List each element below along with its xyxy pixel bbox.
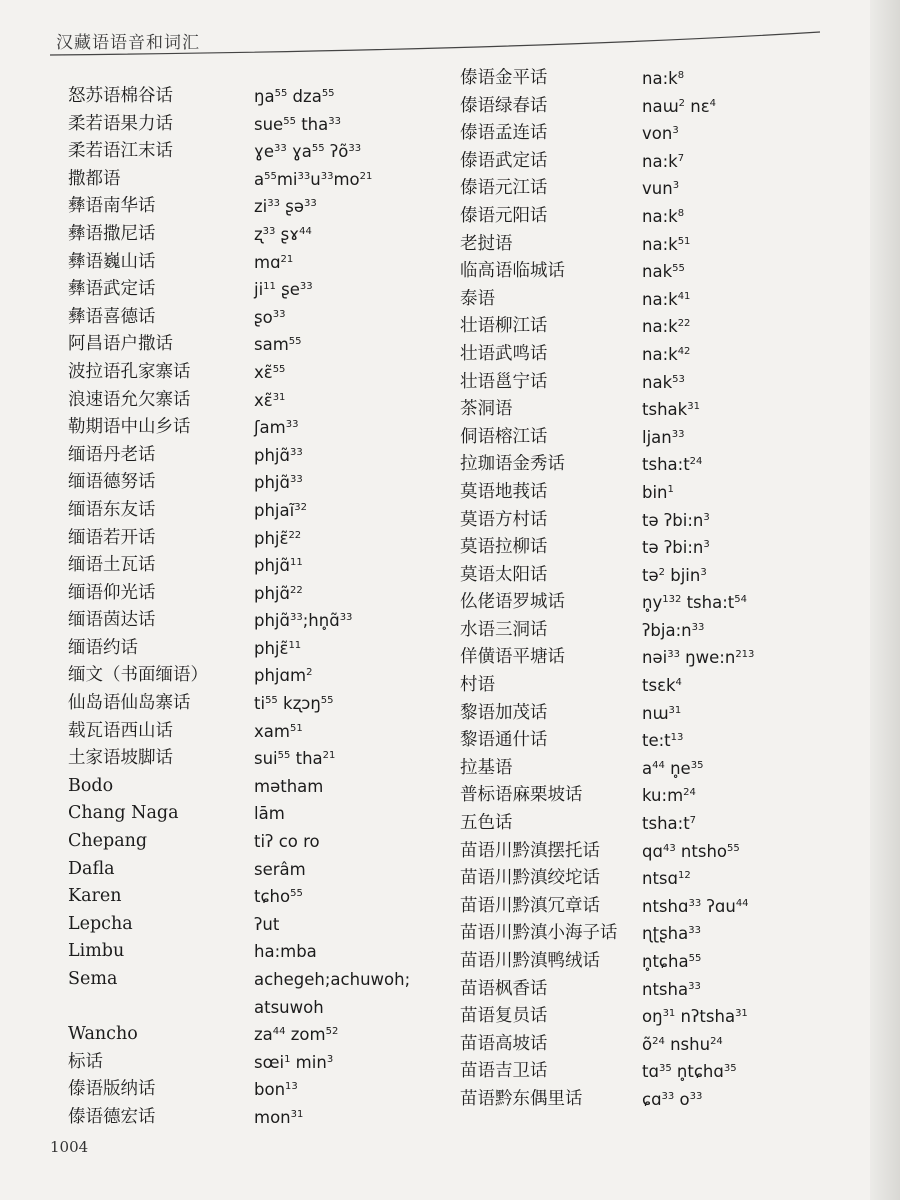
word-form: $õ^{24}$ nshu$^{24}$ <box>642 1034 723 1054</box>
word-form: ɳʈʂha$^{33}$ <box>642 924 701 944</box>
language-name: 苗语川黔滇鸭绒话 <box>460 951 600 971</box>
word-form: phjɛ̃$^{22}$ <box>254 528 302 548</box>
word-form: $ku:m^{24}$ <box>642 786 696 806</box>
language-name: Bodo <box>68 775 114 796</box>
word-form: qɑ$^{43}$ ntsho$^{55}$ <box>642 841 740 861</box>
entry-row <box>68 469 428 497</box>
language-name: 莫语方村话 <box>460 509 548 530</box>
word-form: sœi$^1$ $\min^3$ <box>254 1052 334 1072</box>
language-name: 侗语榕江话 <box>460 426 548 447</box>
language-name: 泰语 <box>460 288 495 309</box>
word-form: $tsha:t^7$ <box>642 814 697 834</box>
word-form: $tsha:t^{24}$ <box>642 455 703 475</box>
word-form: $za^{44}$ zom$^{52}$ <box>254 1025 339 1045</box>
entry-row <box>460 782 860 810</box>
entry-row <box>460 672 860 700</box>
language-name: 村语 <box>460 675 495 696</box>
language-name: 壮语邕宁话 <box>460 371 548 392</box>
word-form: $na:k^7$ <box>642 151 685 171</box>
language-name: 茶洞语 <box>460 399 513 420</box>
entry-row <box>68 331 428 359</box>
word-form: $ji^{11}$ ʂe$^{33}$ <box>254 280 313 300</box>
entry-row <box>460 451 860 479</box>
entry-row <box>68 387 428 415</box>
entry-row <box>68 552 428 580</box>
language-name: 苗语吉卫话 <box>460 1061 548 1082</box>
word-form: ʔut <box>254 914 280 934</box>
word-form: nak$^{53}$ <box>642 372 685 392</box>
language-name: 壮语武鸣话 <box>460 343 548 364</box>
word-form: ʃam$^{33}$ <box>254 418 299 438</box>
entry-row <box>68 911 428 939</box>
language-name: 黎语加茂话 <box>460 702 548 723</box>
language-name: 浪速语允欠寨话 <box>68 389 191 410</box>
header-rule <box>50 30 830 70</box>
language-name: 拉珈语金秀话 <box>460 454 565 475</box>
language-name: 彝语喜德话 <box>68 306 156 327</box>
word-form: xam$^{51}$ <box>254 721 303 741</box>
language-name: 彝语南华话 <box>68 196 156 217</box>
language-name: 傣语金平话 <box>460 68 548 88</box>
entry-row <box>460 93 860 121</box>
word-form: $zi^{33}$ ʂə$^{33}$ <box>254 197 317 217</box>
entry-row <box>68 1076 428 1104</box>
word-form: tshak$^{31}$ <box>642 400 700 420</box>
language-name: 傣语武定话 <box>460 150 548 171</box>
language-name: 黎语通什话 <box>460 730 548 751</box>
word-form: phjaĩ$^{32}$ <box>254 500 307 520</box>
language-name: 傣语元阳话 <box>460 205 548 226</box>
language-name: 佯僙语平塘话 <box>460 647 565 668</box>
language-name: 临高语临城话 <box>460 261 565 282</box>
running-header: 汉藏语语音和词汇 <box>56 33 200 53</box>
language-name: 缅语仰光话 <box>68 582 156 603</box>
word-form: nak$^{55}$ <box>642 262 685 282</box>
entry-row <box>460 700 860 728</box>
entry-row <box>68 745 428 773</box>
language-name: 苗语高坡话 <box>460 1033 548 1054</box>
word-form: achegeh;achuwoh; <box>254 970 411 989</box>
entry-row <box>460 893 860 921</box>
language-name: 老挝语 <box>460 233 513 254</box>
entry-row <box>68 1049 428 1077</box>
word-form: tɕho$^{55}$ <box>254 887 303 907</box>
word-form: $na:k^{22}$ <box>642 317 691 337</box>
entry-row <box>460 286 860 314</box>
entry-row <box>68 690 428 718</box>
entry-row <box>460 810 860 838</box>
language-name: 缅语约话 <box>68 637 138 658</box>
word-form: phjɑ̃$^{33}$ <box>254 473 303 493</box>
language-name: 怒苏语棉谷话 <box>68 86 173 106</box>
language-name: 傣语绿春话 <box>460 95 548 116</box>
word-form: $ʔbja:n^{33}$ <box>642 620 705 640</box>
word-form: ha:mba <box>254 942 317 962</box>
entry-row <box>68 883 428 911</box>
entry-row <box>68 276 428 304</box>
language-name: Dafla <box>68 858 115 879</box>
entry-row <box>68 1104 428 1132</box>
language-name: 标话 <box>68 1051 103 1072</box>
entry-row <box>68 111 428 139</box>
language-name: 傣语孟连话 <box>460 123 548 144</box>
entry-row <box>460 341 860 369</box>
word-form: tsɛk$^4$ <box>642 676 682 696</box>
word-form: tə $ʔbi:n^3$ <box>642 538 710 558</box>
language-name: 拉基语 <box>460 757 513 778</box>
entry-row <box>460 727 860 755</box>
entry-row <box>460 1086 860 1114</box>
entry-row <box>68 773 428 801</box>
entry-row <box>460 534 860 562</box>
entry-row <box>460 479 860 507</box>
language-name: 缅语丹老话 <box>68 444 156 465</box>
language-name: 苗语川黔滇绞坨话 <box>460 868 600 889</box>
entry-row <box>68 580 428 608</box>
language-name: 勒期语中山乡话 <box>68 417 191 438</box>
word-form: $a^{55}mi^{33}u^{33}mo^{21}$ <box>254 169 373 189</box>
language-name: 苗语枫香话 <box>460 978 548 999</box>
entry-row <box>460 231 860 259</box>
language-name: 苗语黔东偶里话 <box>460 1088 583 1109</box>
word-form: sui$^{55}$ tha$^{21}$ <box>254 749 336 769</box>
word-form: ʐ$^{33}$ ʂɤ$^{44}$ <box>254 224 312 244</box>
entry-row <box>68 442 428 470</box>
language-name: Chepang <box>68 831 148 852</box>
word-form: bin$^1$ <box>642 482 674 502</box>
entry-row <box>460 396 860 424</box>
language-name: 傣语版纳话 <box>68 1079 156 1100</box>
entry-row <box>68 138 428 166</box>
language-name: 缅语东友话 <box>68 499 156 520</box>
word-form: phjɛ̃$^{11}$ <box>254 638 302 658</box>
language-name: 五色话 <box>460 813 513 834</box>
entry-row <box>68 718 428 746</box>
language-name: 水语三洞话 <box>460 619 548 640</box>
entry-row <box>460 617 860 645</box>
language-name: 傣语元江话 <box>460 178 548 199</box>
word-form: ntsha$^{33}$ <box>642 979 701 999</box>
entry-row <box>460 203 860 231</box>
language-name: 莫语太阳话 <box>460 564 548 585</box>
language-name: 彝语武定话 <box>68 279 156 300</box>
word-form: ʂo$^{33}$ <box>254 307 286 327</box>
word-form: $na:k^8$ <box>642 69 685 88</box>
language-name: 苗语川黔滇摆托话 <box>460 840 600 861</box>
language-name: 波拉语孔家寨话 <box>68 361 191 382</box>
word-form: lām <box>254 804 285 824</box>
word-form: naɯ$^2$ nɛ$^4$ <box>642 96 717 116</box>
language-name: 普标语麻栗坡话 <box>460 785 583 806</box>
word-form: ɣe$^{33}$ ɣa$^{55}$ ʔõ$^{33}$ <box>254 142 362 162</box>
entry-row <box>460 1031 860 1059</box>
entry-row <box>68 938 428 966</box>
entry-row <box>68 662 428 690</box>
entry-row <box>68 994 428 1022</box>
language-name: 壮语柳江话 <box>460 316 548 337</box>
word-form: phjɑ̃$^{11}$ <box>254 556 303 576</box>
word-form: $na:k^{51}$ <box>642 234 691 254</box>
entry-row <box>460 424 860 452</box>
language-name: 苗语复员话 <box>460 1006 548 1027</box>
word-form: $ŋa^{55}$ dza$^{55}$ <box>254 87 335 106</box>
word-form: phjɑ̃$^{33}$ <box>254 445 303 465</box>
entry-row <box>460 65 860 93</box>
word-form: ɕɑ$^{33}$ $o^{33}$ <box>642 1089 703 1109</box>
word-form: ntshɑ$^{33}$ ʔɑu$^{44}$ <box>642 896 749 916</box>
language-name: 缅语若开话 <box>68 527 156 548</box>
language-name: Sema <box>68 969 118 989</box>
language-name: 莫语地莪话 <box>460 481 548 502</box>
entry-row <box>68 359 428 387</box>
entry-row <box>460 369 860 397</box>
language-name: Karen <box>68 886 122 907</box>
word-form: n̥tɕha$^{55}$ <box>642 952 702 971</box>
word-form: phjɑ̃$^{33}$;hn̥ɑ̃$^{33}$ <box>254 611 353 631</box>
entry-row <box>68 193 428 221</box>
entry-row <box>68 525 428 553</box>
word-form: $na:k^{41}$ <box>642 289 691 309</box>
entry-row <box>68 828 428 856</box>
word-form: mon$^{31}$ <box>254 1107 304 1127</box>
word-form: nəi$^{33}$ $ŋwe:n^{213}$ <box>642 648 755 668</box>
word-form: serâm <box>254 859 306 879</box>
language-name: 载瓦语西山话 <box>68 720 173 741</box>
word-form: tɑ$^{35}$ n̥tɕhɑ$^{35}$ <box>642 1062 737 1082</box>
word-form: sue$^{55}$ tha$^{33}$ <box>254 114 341 134</box>
word-form: vun$^3$ <box>642 179 680 199</box>
language-name: Wancho <box>68 1024 138 1045</box>
entry-row <box>68 249 428 277</box>
entry-row <box>68 83 428 111</box>
word-form: xɛ̃$^{31}$ <box>254 390 286 410</box>
entry-row <box>68 607 428 635</box>
word-form: von$^3$ <box>642 124 679 144</box>
language-name: 仙岛语仙岛寨话 <box>68 693 191 714</box>
word-form: $n̥y^{132}$ $tsha:t^{54}$ <box>642 593 747 613</box>
word-form: $ti^{55}$ kʐɔŋ$^{55}$ <box>254 694 334 714</box>
language-name: Lepcha <box>68 913 133 934</box>
entry-row <box>68 856 428 884</box>
page-number: 1004 <box>50 1138 89 1156</box>
word-form: phjɑm$^2$ <box>254 666 313 686</box>
language-name: 柔若语果力话 <box>68 113 173 134</box>
language-name: 彝语撒尼话 <box>68 223 156 244</box>
language-name: 仫佬语罗城话 <box>460 592 565 613</box>
entry-row <box>460 258 860 286</box>
entry-row <box>460 1058 860 1086</box>
entry-row <box>460 976 860 1004</box>
right-column <box>460 65 860 1114</box>
left-column <box>68 83 428 1132</box>
word-form: phjɑ̃$^{22}$ <box>254 583 303 603</box>
word-form: tiʔ co ro <box>254 832 320 852</box>
entry-row <box>68 1021 428 1049</box>
entry-row <box>68 414 428 442</box>
word-form: $na:k^{42}$ <box>642 344 691 364</box>
word-form: sam$^{55}$ <box>254 335 302 355</box>
language-name: 缅语土瓦话 <box>68 555 156 576</box>
language-name: 傣语德宏话 <box>68 1106 156 1127</box>
word-form: nɯ$^{31}$ <box>642 703 682 723</box>
word-form: $a^{44}$ $n̥e^{35}$ <box>642 758 704 778</box>
entry-row <box>460 148 860 176</box>
language-name: 阿昌语户撒话 <box>68 334 173 355</box>
entry-row <box>460 644 860 672</box>
word-form: mɑ$^{21}$ <box>254 252 294 272</box>
entry-row <box>460 507 860 535</box>
language-name: 彝语巍山话 <box>68 251 156 272</box>
language-name: 缅语茵达话 <box>68 610 156 631</box>
language-name: 苗语川黔滇冗章话 <box>460 895 600 916</box>
entry-row <box>460 313 860 341</box>
word-form: tə$^2$ bjin$^3$ <box>642 565 707 585</box>
entry-row <box>460 1003 860 1031</box>
entry-row <box>460 920 860 948</box>
entry-row <box>460 948 860 976</box>
language-name: 缅语德努话 <box>68 472 156 493</box>
language-name: 撒都语 <box>68 168 121 189</box>
language-name: 柔若语江末话 <box>68 141 173 162</box>
entry-row <box>68 635 428 663</box>
word-form: mətham <box>254 776 324 796</box>
entry-row <box>68 166 428 194</box>
entry-row <box>68 966 428 994</box>
language-name: Chang Naga <box>68 803 179 824</box>
word-form: $te:t^{13}$ <box>642 731 684 751</box>
word-form: $oŋ^{31}$ nʔtsha$^{31}$ <box>642 1007 748 1027</box>
language-name: 苗语川黔滇小海子话 <box>460 923 618 944</box>
word-form: tə $ʔbi:n^3$ <box>642 510 710 530</box>
entry-row <box>460 865 860 893</box>
language-name: 土家语坡脚话 <box>68 748 173 769</box>
word-form: ntsɑ$^{12}$ <box>642 869 691 889</box>
entry-row <box>460 120 860 148</box>
page-edge <box>870 0 900 1200</box>
entry-row <box>460 562 860 590</box>
word-form: $na:k^8$ <box>642 206 685 226</box>
word-form: atsuwoh <box>254 997 324 1017</box>
word-form: bon$^{13}$ <box>254 1080 298 1100</box>
entry-row <box>68 497 428 525</box>
language-name: 缅文（书面缅语） <box>68 665 208 686</box>
entry-row <box>68 221 428 249</box>
entry-row <box>460 755 860 783</box>
language-name: Limbu <box>68 941 125 962</box>
word-form: ljan$^{33}$ <box>642 427 685 447</box>
entry-row <box>460 175 860 203</box>
entry-row <box>460 838 860 866</box>
entry-row <box>68 800 428 828</box>
language-name: 莫语拉柳话 <box>460 537 548 558</box>
word-form: xɛ̃$^{55}$ <box>254 362 286 382</box>
entry-row <box>68 304 428 332</box>
entry-row <box>460 589 860 617</box>
